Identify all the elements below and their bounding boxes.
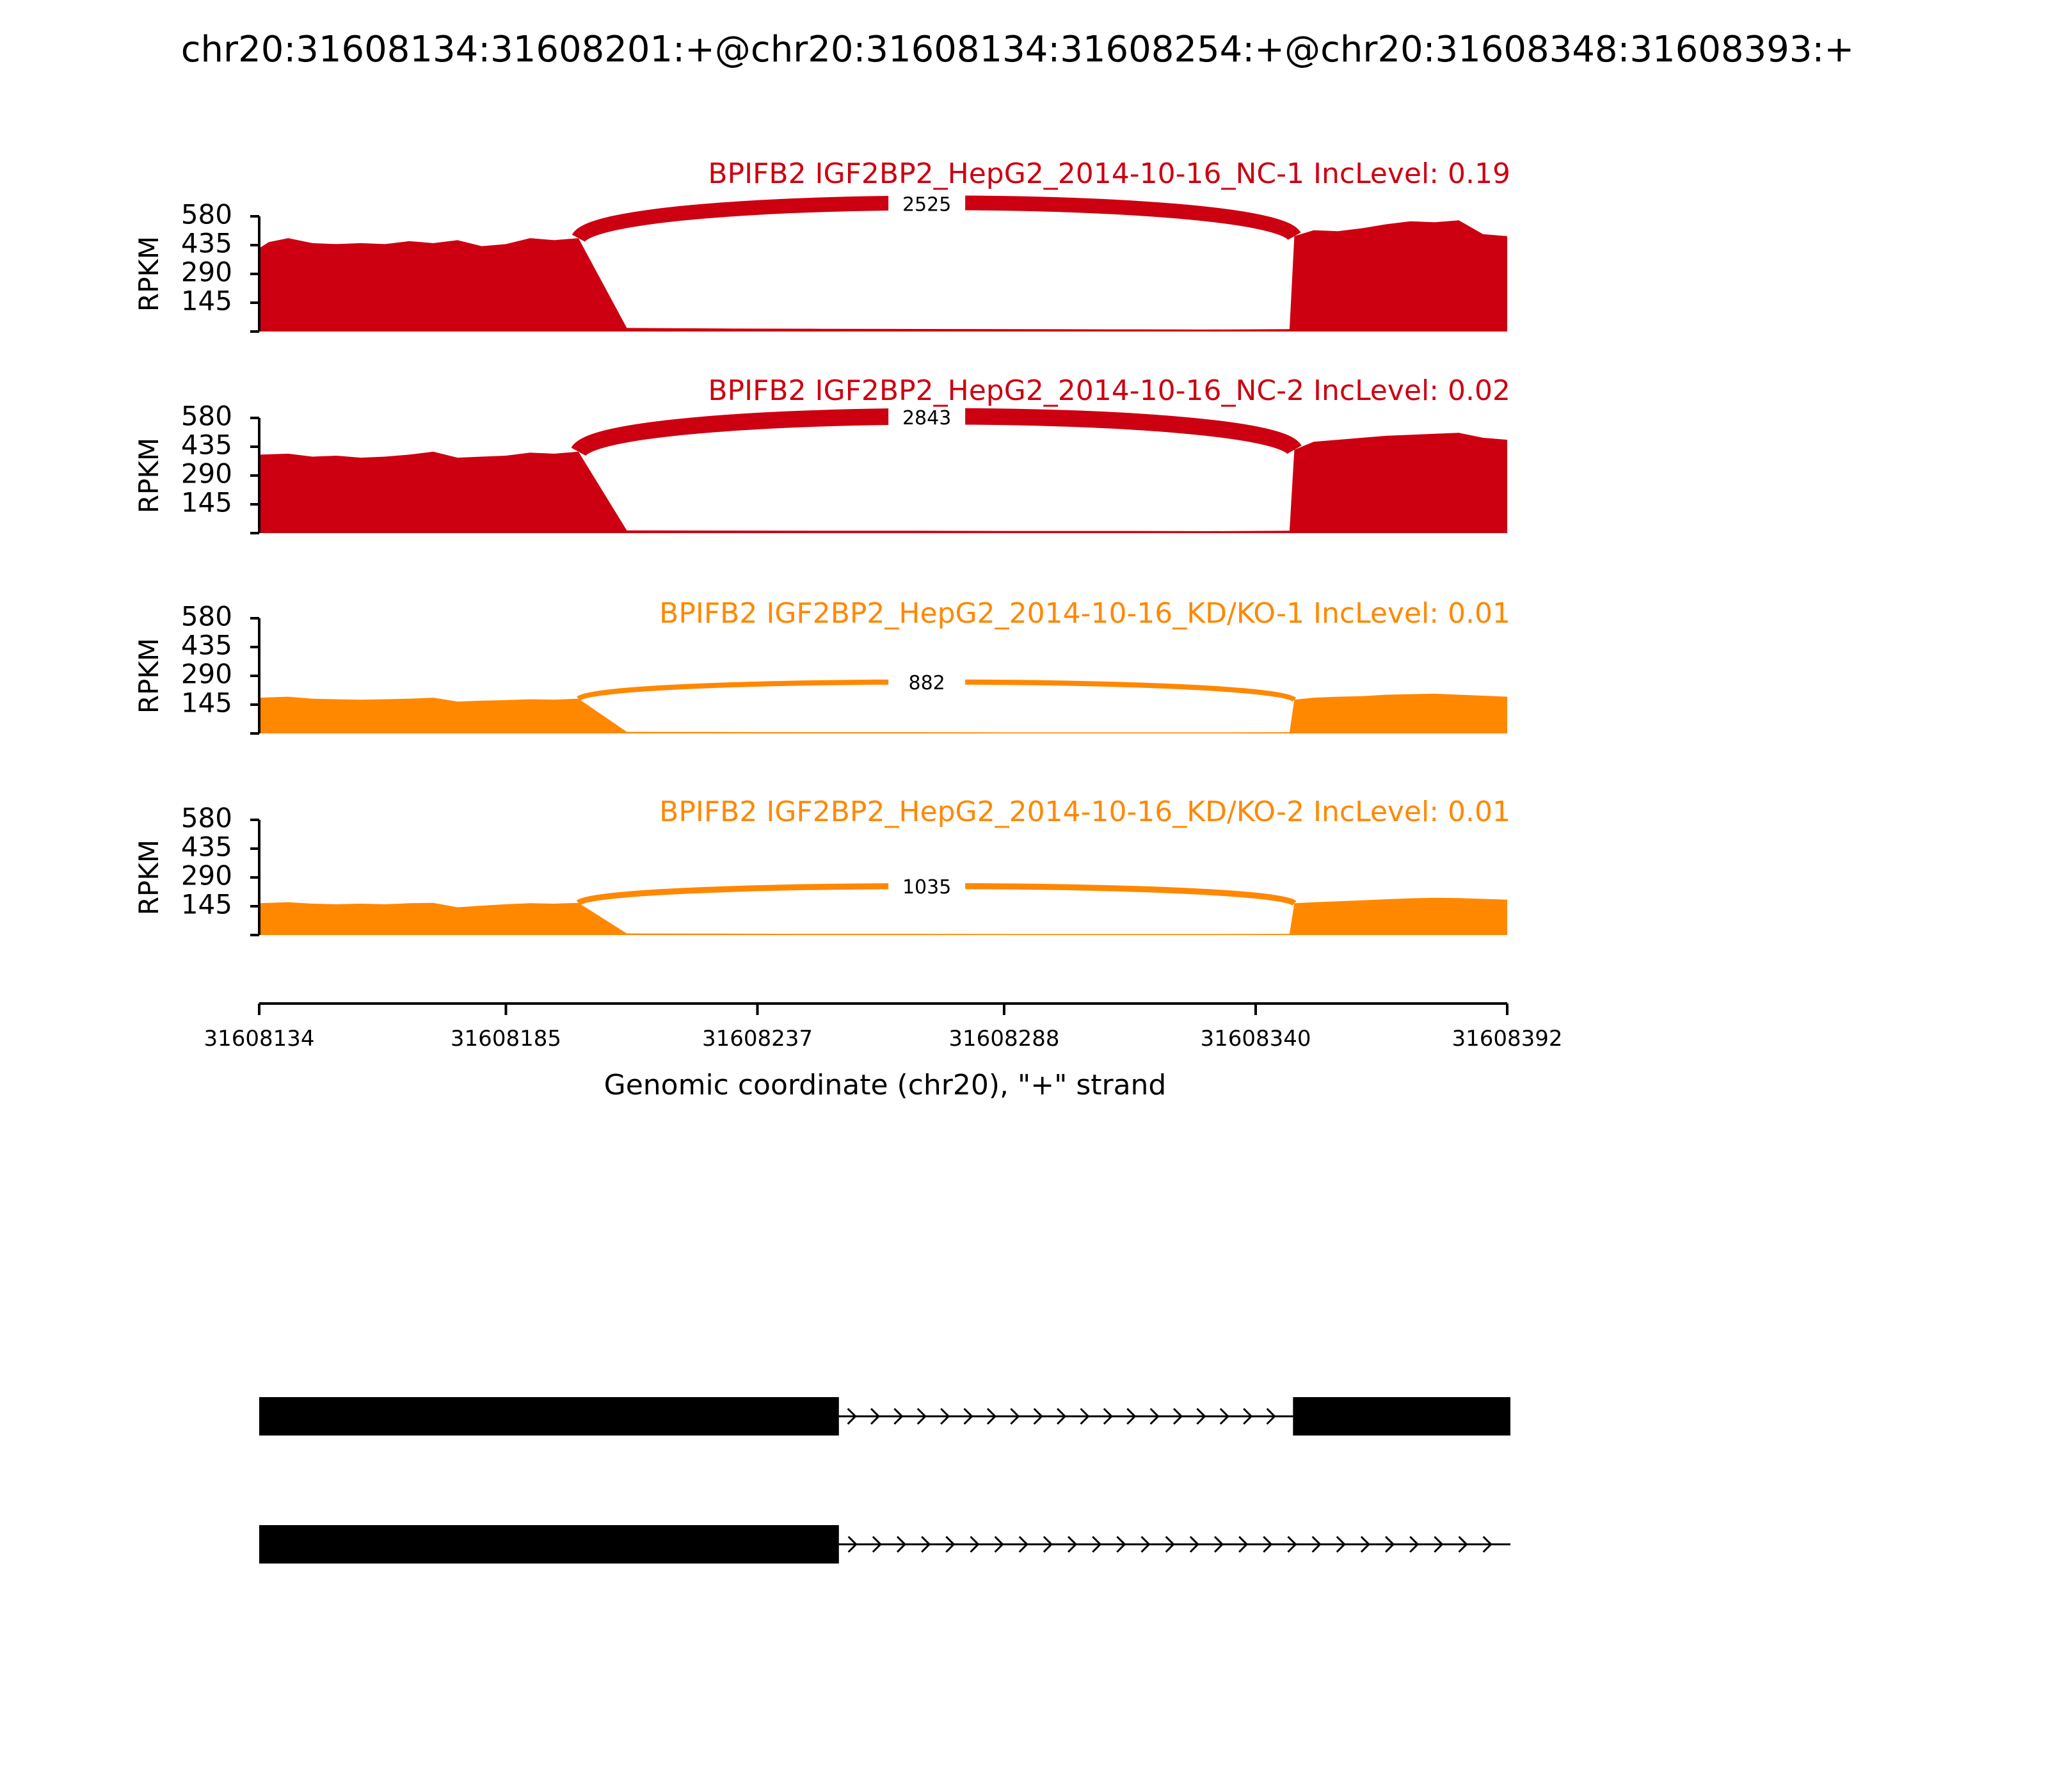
coverage-area [259,433,1507,533]
y-tick-label: 145 [180,285,232,317]
junction-read-count: 1035 [902,876,952,899]
y-tick-label: 145 [180,486,232,518]
coverage-tracks [133,157,1510,935]
y-tick-label: 145 [180,888,232,920]
gene-model-1 [259,1397,1510,1436]
y-axis-label: RPKM [133,839,164,916]
x-tick-label: 31608340 [1200,1026,1311,1052]
gene-model-2 [259,1525,1510,1564]
y-tick-label: 290 [180,256,232,288]
x-tick-label: 31608237 [701,1026,813,1052]
track-2 [133,374,1510,533]
x-tick-label: 31608185 [450,1026,561,1052]
track-title: BPIFB2 IGF2BP2_HepG2_2014-10-16_NC-2 IncLevel: 0.02 [708,374,1510,407]
x-axis [204,1004,1562,1052]
x-axis-label: Genomic coordinate (chr20), "+" strand [604,1069,1167,1101]
junction-read-count: 2843 [902,407,952,430]
junction-read-count: 2525 [902,193,952,216]
y-tick-label: 580 [180,802,232,834]
exon-block [259,1397,839,1436]
x-tick-label: 31608392 [1452,1026,1563,1052]
y-tick-label: 435 [180,831,232,863]
y-tick-label: 435 [180,429,232,461]
figure-title: chr20:31608134:31608201:+@chr20:31608134:31608254:+@chr20:31608348:31608393:+ [180,29,1855,70]
y-tick-label: 290 [180,860,232,892]
y-tick-label: 580 [180,400,232,432]
y-tick-label: 290 [180,458,232,490]
exon-block [259,1525,839,1564]
track-title: BPIFB2 IGF2BP2_HepG2_2014-10-16_NC-1 IncLevel: 0.19 [708,157,1510,190]
y-tick-label: 435 [180,629,232,661]
track-4 [133,796,1510,935]
x-tick-label: 31608134 [204,1026,315,1052]
y-tick-label: 580 [180,198,232,230]
y-axis-label: RPKM [133,637,164,714]
track-title: BPIFB2 IGF2BP2_HepG2_2014-10-16_KD/KO-1 IncLevel: 0.01 [659,597,1510,630]
x-tick-label: 31608288 [948,1026,1060,1052]
junction-read-count: 882 [908,672,945,695]
gene-models [259,1397,1510,1564]
track-3 [133,597,1510,733]
coverage-area [259,898,1507,935]
y-tick-label: 145 [180,687,232,719]
coverage-area [259,220,1507,332]
track-title: BPIFB2 IGF2BP2_HepG2_2014-10-16_KD/KO-2 IncLevel: 0.01 [659,796,1510,828]
y-tick-label: 580 [180,600,232,632]
y-tick-label: 435 [180,227,232,259]
y-axis-label: RPKM [133,236,164,312]
track-1 [133,157,1510,332]
y-axis-label: RPKM [133,437,164,514]
y-tick-label: 290 [180,658,232,690]
exon-block [1293,1397,1510,1436]
coverage-area [259,694,1507,733]
